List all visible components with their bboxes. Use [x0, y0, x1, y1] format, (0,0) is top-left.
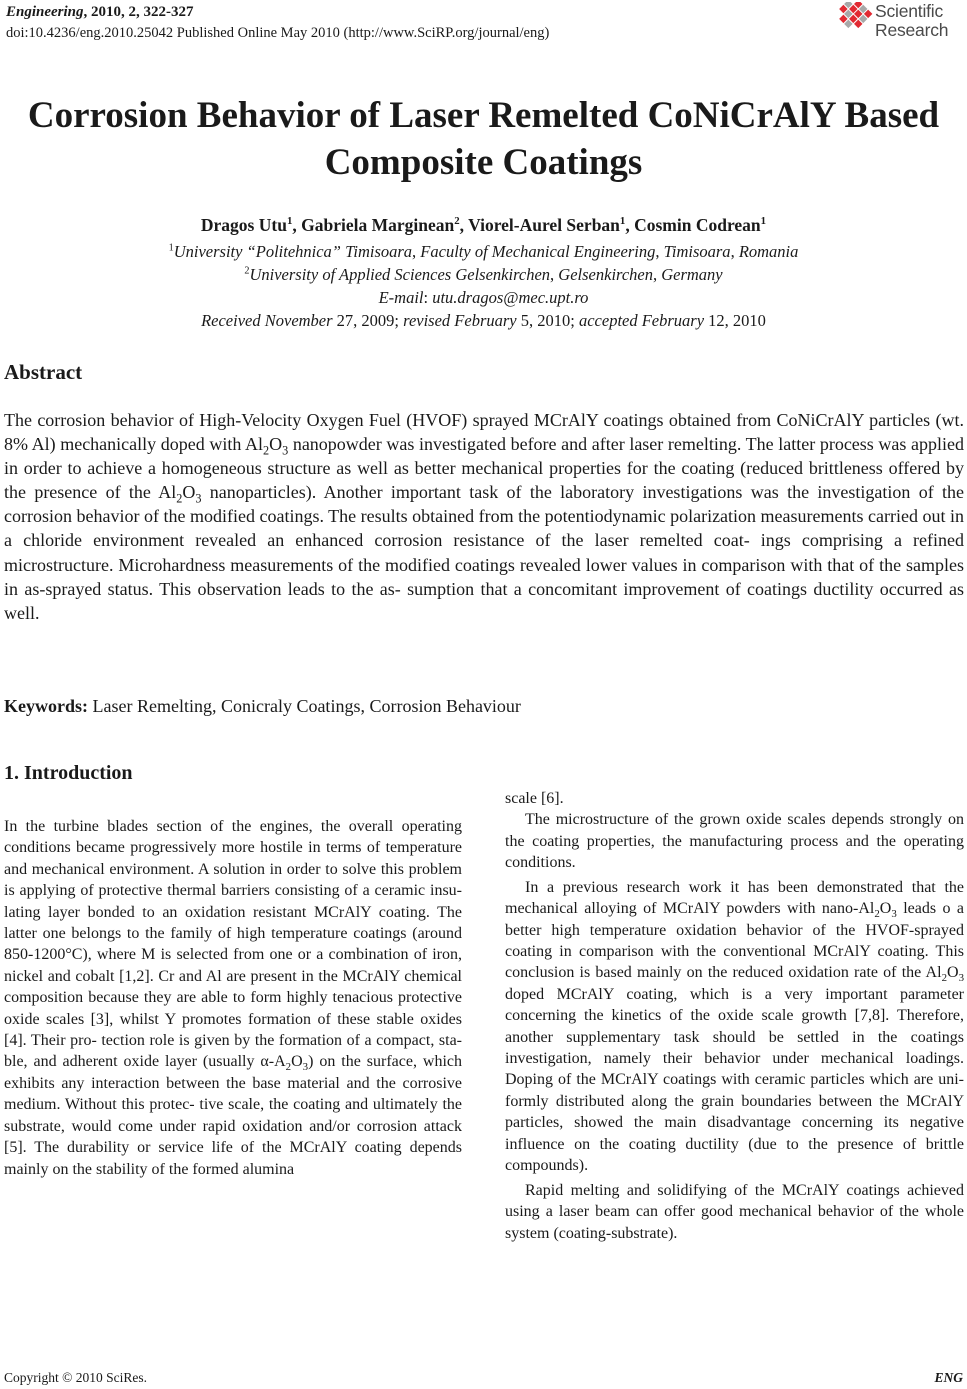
- author-name: Cosmin Codrean: [634, 215, 761, 235]
- email-address: utu.dragos@mec.upt.ro: [432, 288, 589, 307]
- section-heading: 1. Introduction: [4, 762, 133, 784]
- keywords-line: [4, 694, 521, 718]
- paper-title: [0, 92, 967, 186]
- dates-line: Received November 27, 2009; revised February 5, 2010; accepted February 12, 2010: [201, 311, 766, 330]
- abstract-heading: Abstract: [4, 360, 83, 384]
- author-name: Dragos Utu: [200, 215, 287, 235]
- keywords-label: Keywords:: [4, 696, 88, 716]
- paragraph: In a previous research work it has been demonstrated that the mechanical alloying of MCrAlY powders with nano-$Al_2O_3$ leads o a better high temperature oxidation behavior of the HVOF-sprayed coating in comparison with the conventional MCrAlY coating. This conclusion is based mainly on the reduced oxidation rate of the $Al_2O_3$ doped MCrAlY coating, which is a very important parameter concerning the kinetics of the oxide scale growth [7,8]. Therefore, another supplementary task should be settled in the coatings investigation, namely their behavior under mechanical loadings. Doping of the MCrAlY coatings with ceramic particles which are uni- formly distributed along the grain boundaries between the MCrAlY particles, showed the main disadvantage concerning its negative influence on the coating ductility (due to the presence of brittle compounds).: [505, 878, 964, 1175]
- email-line: E-mail: utu.dragos@mec.upt.ro: [378, 288, 589, 307]
- scirp-logo-icon: [835, 2, 873, 40]
- title-line-1: Corrosion Behavior of Laser Remelted CoNiCrAlY Based: [27, 95, 940, 136]
- author-name: Viorel-Aurel Serban: [468, 215, 620, 235]
- journal-volume-pages: , 2010, 2, 322-327: [83, 4, 194, 20]
- left-column-text: [4, 816, 462, 1180]
- author-name: Gabriela Marginean: [301, 215, 455, 235]
- journal-name: Engineering: [6, 4, 84, 20]
- keywords-text: Laser Remelting, Conicraly Coatings, Corrosion Behaviour: [88, 696, 521, 716]
- paragraph: The microstructure of the grown oxide scales depends strongly on the coating properties, the manufacturing process and the operating conditions.: [505, 811, 964, 872]
- doi-line: doi:10.4236/eng.2010.25042 Published Online May 2010 (http://www.SciRP.org/journal/eng): [6, 25, 550, 41]
- paragraph: scale [6].: [505, 790, 564, 807]
- abstract-text: The corrosion behavior of High-Velocity Oxygen Fuel (HVOF) sprayed MCrAlY coatings obtained from CoNiCrAlY particles (wt. 8% Al) mechanically doped with $Al_2O_3$ nanopowder was investigated before and after laser remelting. The latter process was applied in order to achieve a homogeneous structure as well as better mechanical properties for the coating (reduced brittleness offered by the presence of the $Al_2O_3$ nanoparticles). Another important task of the laboratory investigations was the investigation of the corrosion behavior of the modified coatings. The results obtained from the potentiodynamic polarization measurements carried out in a chloride environment revealed an enhanced corrosion resistance of the laser remelted coat- ings comprising a refined microstructure. Microhardness measurements of the modified coatings revealed lower values in comparison with that of the samples in as-sprayed status. This observation leads to the as- sumption that a concomitant improvement of coatings ductility occurred as well.: [4, 410, 965, 623]
- affiliation-1: $^1$University “Politehnica” Timisoara, Faculty of Mechanical Engineering, Timisoara, Romania: [168, 242, 799, 261]
- paragraph: Rapid melting and solidifying of the MCrAlY coatings achieved using a laser beam can offer good mechanical behavior of the whole system (coating-substrate).: [505, 1181, 964, 1242]
- affiliation-2: $^2$University of Applied Sciences Gelsenkirchen, Gelsenkirchen, Germany: [244, 265, 723, 284]
- copyright-notice: Copyright © 2010 SciRes.: [4, 1370, 148, 1385]
- publisher-name: Scientific Research: [875, 1, 949, 40]
- title-line-2: Composite Coatings: [324, 142, 643, 183]
- author-list: Dragos Utu$^1$, Gabriela Marginean$^2$, Viorel-Aurel Serban$^1$, Cosmin Codrean$^1$: [200, 215, 767, 235]
- publisher-logo: [835, 0, 965, 44]
- journal-abbreviation: ENG: [934, 1370, 963, 1385]
- journal-citation: [6, 2, 194, 22]
- paragraph: In the turbine blades section of the engines, the overall operating conditions became progressively more hostile in terms of temperature and mechanical environment. A solution in order to solve this problem is applying of protective thermal barriers consisting of a ceramic insu- lating layer bonded to an oxidation resistant MCrAlY coating. The latter one belongs to the family of high temperature coatings (around 850-1200°C), where M is selected from one or a combination of iron, nickel and cobalt [1,2]. Cr and Al are present in the MCrAlY chemical composition because they are able to form highly tenacious protective oxide scales [3], whilst Y promotes formation of these stable oxides [4]. Their pro- tection role is given by the formation of a compact, sta- ble, and adherent oxide layer (usually $\alpha-A_2O_3$) on the surface, which exhibits any interaction between the base material and the corrosive medium. Without this protec- tive scale, the coating and ultimately the substrate, would come under rapid oxidation and/or corrosion attack [5]. The durability or service life of the MCrAlY coating depends mainly on the stability of the formed alumina: [4, 818, 463, 1178]
- right-column-text: [505, 788, 964, 1244]
